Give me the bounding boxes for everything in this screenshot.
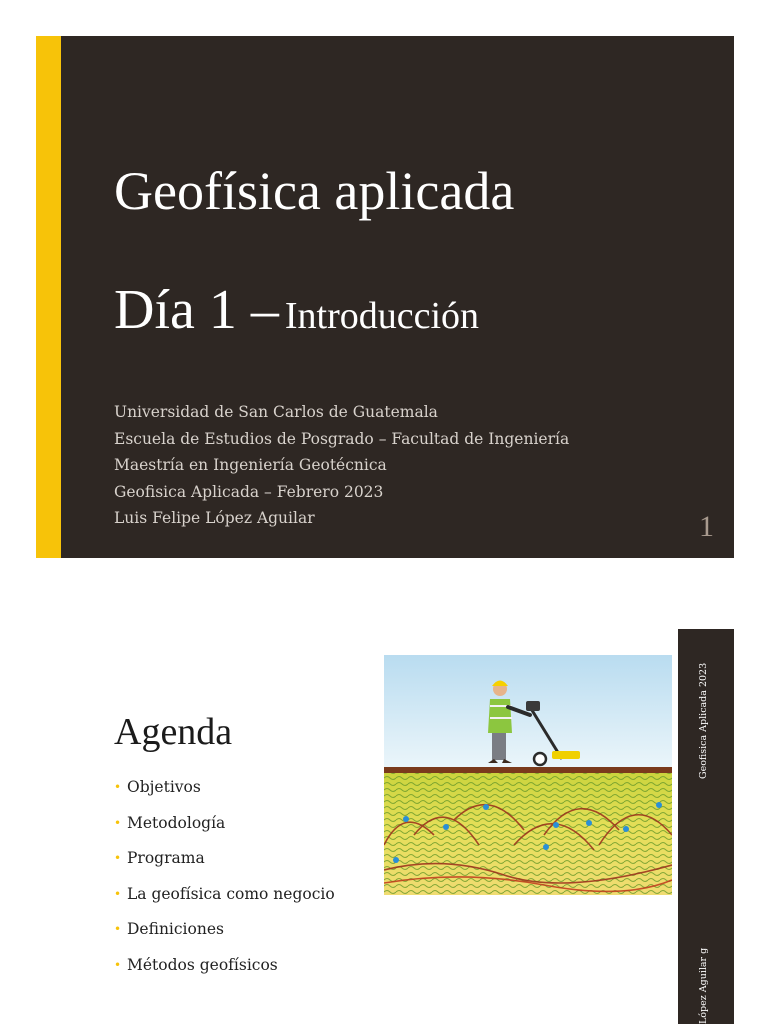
subtitle-day: Día 1 – (114, 279, 279, 341)
agenda-item (114, 877, 335, 913)
slide-number: 1 (699, 510, 714, 543)
accent-bar (36, 36, 61, 558)
presentation-subtitle (114, 278, 479, 342)
agenda-item-label: Métodos geofísicos (127, 955, 278, 974)
bullet-icon: • (114, 815, 122, 830)
info-line-course: Geofisica Aplicada – Febrero 2023 (114, 482, 384, 501)
info-line-program: Maestría en Ingeniería Geotécnica (114, 456, 387, 474)
author-info-list (114, 399, 569, 532)
info-line-university: Universidad de San Carlos de Guatemala (114, 403, 438, 421)
agenda-item (114, 806, 335, 842)
agenda-item-label: Definiciones (127, 920, 224, 938)
bullet-icon: • (114, 851, 122, 865)
info-line-school: Escuela de Estudios de Posgrado – Facultad de Ingeniería (114, 429, 570, 448)
bullet-icon: • (114, 957, 122, 972)
agenda-item-label: Programa (127, 849, 205, 867)
slide-sidebar (678, 629, 734, 1024)
agenda-item (114, 912, 335, 948)
bullet-icon: • (114, 922, 122, 936)
agenda-list (114, 770, 335, 983)
sidebar-course-label: Geofisica Aplicada 2023 (698, 662, 709, 779)
ground-penetrating-radar-icon (384, 655, 672, 895)
title-slide (36, 36, 734, 558)
agenda-item-label: Metodología (127, 813, 226, 832)
agenda-item (114, 841, 335, 877)
subtitle-topic: Introducción (284, 295, 480, 337)
agenda-title: Agenda (114, 711, 233, 753)
info-line-author: Luis Felipe López Aguilar (114, 509, 315, 527)
agenda-slide (36, 600, 734, 1024)
bullet-icon: • (114, 780, 122, 794)
agenda-item (114, 948, 335, 984)
bullet-icon: • (114, 886, 122, 901)
sidebar-author-label: López Aguilar g (698, 947, 709, 1024)
presentation-title: Geofísica aplicada (114, 161, 515, 221)
agenda-item-label: La geofísica como negocio (127, 884, 335, 903)
agenda-item-label: Objetivos (127, 778, 201, 796)
agenda-item (114, 770, 335, 806)
